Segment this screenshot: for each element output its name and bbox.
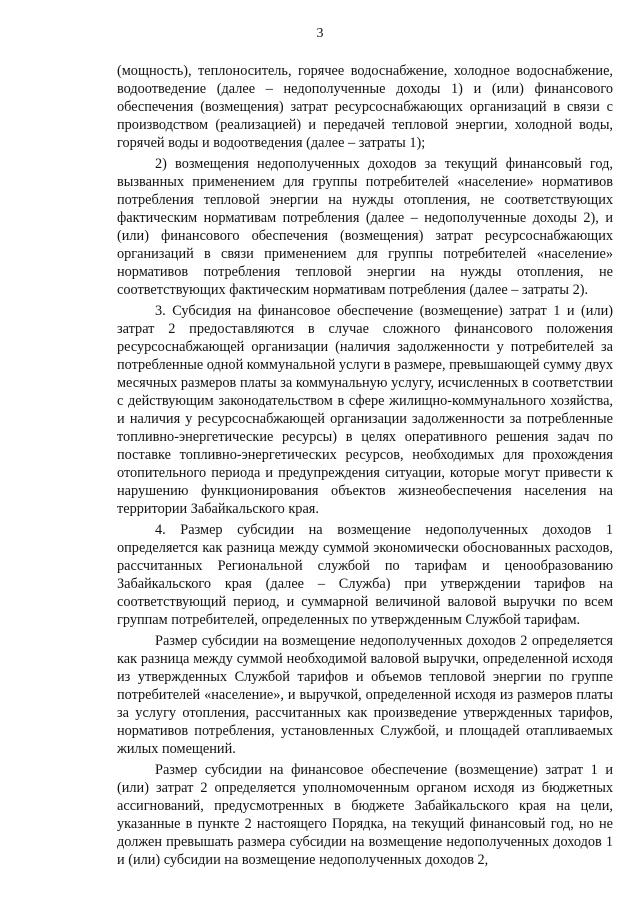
paragraph-4: 4. Размер субсидии на возмещение недополученных доходов 1 определяется как разница между суммой экономически обоснованных расходов, рассчитанных Региональной службой по тарифам и ценообразованию Забайкальского края (далее – Служба) при утверждении тарифов на соответствующий период, и суммарной величиной валовой выручки по всем группам потребителей, определенных по утвержденным Службой тарифам. <box>117 522 613 628</box>
page-number: 3 <box>316 26 324 41</box>
paragraph-3: 3. Субсидия на финансовое обеспечение (возмещение) затрат 1 и (или) затрат 2 предоставляются в случае сложного финансового положения ресурсоснабжающей организации (наличия задолженности у потребителей за потребленные одной коммунальной услуги в размере, превышающей сумму двух месячных размеров платы за коммунальную услугу, исчисленных в соответствии с действующим законодательством в сфере жилищно-коммунального хозяйства, и наличия у ресурсоснабжающей организации задолженности за потребленные топливно-энергетические ресурсы) в целях оперативного решения задач по поставке топливно-энергетических ресурсов, необходимых для прохождения отопительного периода и предупреждения ситуации, которые могут привести к нарушению функционирования объектов жизнеобеспечения населения на территории Забайкальского края. <box>117 303 613 517</box>
paragraph-1: (мощность), теплоноситель, горячее водоснабжение, холодное водоснабжение, водоотведение (далее – недополученные доходы 1) и (или) финансового обеспечения (возмещения) затрат ресурсоснабжающих организаций в связи с производством (реализацией) и передачей тепловой энергии, холодной воды, горячей воды и водоотведения (далее – затраты 1); <box>117 63 613 151</box>
paragraph-6: Размер субсидии на финансовое обеспечение (возмещение) затрат 1 и (или) затрат 2 определяется уполномоченным органом исходя из бюджетных ассигнований, предусмотренных в бюджете Забайкальского края на цели, указанные в пункте 2 настоящего Порядка, на текущий финансовый год, но не должен превышать размера субсидии на возмещение недополученных доходов 1 и (или) субсидии на возмещение недополученных доходов 2, <box>117 762 613 868</box>
paragraph-2: 2) возмещения недополученных доходов за текущий финансовый год, вызванных применением для группы потребителей «население» нормативов потребления тепловой энергии на нужды отопления, не соответствующих фактическим нормативам потребления (далее – недополученные доходы 2), и (или) финансового обеспечения (возмещения) затрат ресурсоснабжающих организаций в связи применением для группы потребителей «население» нормативов потребления тепловой энергии на нужды отопления, не соответствующих фактическим нормативам потребления (далее – затраты 2). <box>117 156 613 298</box>
paragraph-5: Размер субсидии на возмещение недополученных доходов 2 определяется как разница между суммой необходимой валовой выручки, определенной исходя из утвержденных Службой тарифов и объемов тепловой энергии по группе потребителей «население», и выручкой, определенной исходя из размеров платы за услугу отопления, рассчитанных как произведение утвержденных тарифов, нормативов потребления, установленных Службой, и площадей отапливаемых жилых помещений. <box>117 633 613 757</box>
document-body <box>117 62 613 872</box>
